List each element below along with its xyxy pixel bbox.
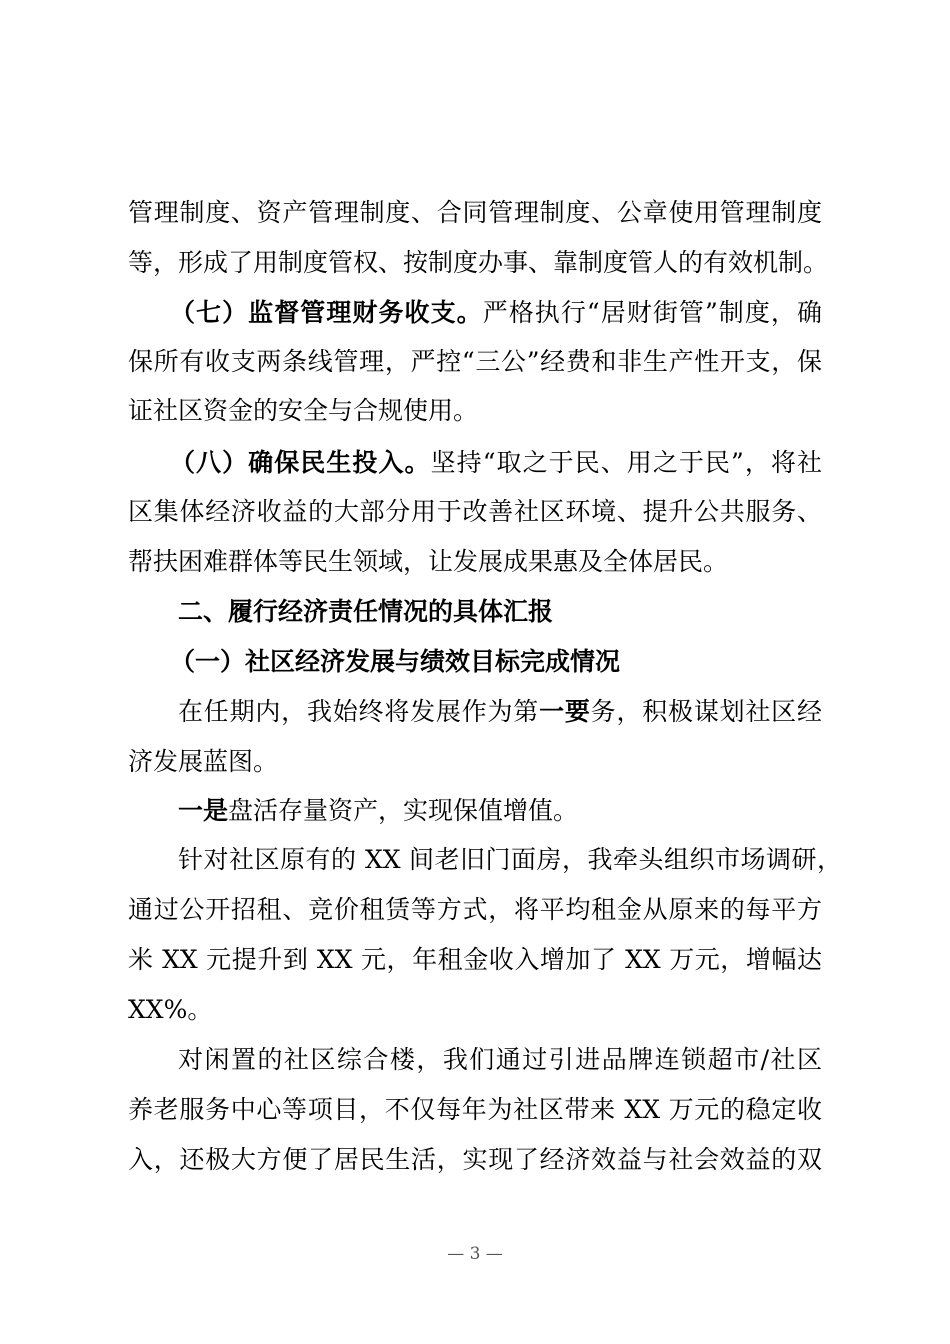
text-line [170,645,822,679]
body-text: 管理制度、资产管理制度、合同管理制度、公章使用管理制度 [128,198,822,227]
text-line [178,843,842,877]
text-line [128,1093,822,1127]
bold-text: 一是 [178,796,229,825]
text-line [178,595,822,629]
body-text: 严格执行“居财街管”制度，确 [482,298,822,327]
text-line [178,794,822,828]
body-text: 在任期内，我始终将发展作为第 [178,697,540,726]
bold-text: （八）确保民生投入。 [170,448,431,477]
body-text: 针对社区原有的 XX 间老旧门面房，我牵头组织市场调研， [178,845,842,874]
text-line [178,695,822,729]
body-text: 盘活存量资产，实现保值增值。 [228,796,579,825]
text-line [170,296,822,330]
bold-text: （一）社区经济发展与绩效目标完成情况 [170,647,621,676]
text-line [128,495,822,529]
text-line [128,196,822,230]
body-text: 等，形成了用制度管权、按制度办事、靠制度管人的有效机制。 [128,248,829,277]
text-line [128,893,822,927]
text-line [128,1143,822,1177]
bold-text: （七）监督管理财务收支。 [170,298,483,327]
page-number: — 3 — [447,1244,503,1264]
text-line [128,246,829,280]
body-text: 帮扶困难群体等民生领域，让发展成果惠及全体居民。 [128,547,729,576]
text-line [128,345,822,379]
body-text: 区集体经济收益的大部分用于改善社区环境、提升公共服务、 [128,497,822,526]
text-line [128,545,822,579]
text-line [178,1043,822,1077]
text-line [170,446,822,480]
body-text: 通过公开招租、竞价租赁等方式，将平均租金从原来的每平方 [128,895,822,924]
body-text: 保所有收支两条线管理，严控“三公”经费和非生产性开支，保 [128,347,822,376]
text-line [128,394,822,428]
text-line [128,745,822,779]
body-text: 济发展蓝图。 [128,747,279,776]
body-text: 养老服务中心等项目，不仅每年为社区带来 XX 万元的稳定收 [128,1095,822,1124]
body-text: 坚持“取之于民、用之于民”，将社 [430,448,822,477]
bold-text: 一要 [539,697,591,726]
body-text: 对闲置的社区综合楼，我们通过引进品牌连锁超市/社区 [178,1045,822,1074]
body-text: 证社区资金的安全与合规使用。 [128,396,479,425]
body-text: 米 XX 元提升到 XX 元，年租金收入增加了 XX 万元，增幅达 [128,945,822,974]
body-text: 入，还极大方便了居民生活，实现了经济效益与社会效益的双 [128,1145,822,1174]
body-text: XX%。 [128,995,213,1024]
text-line [128,943,822,977]
text-line [128,993,822,1027]
body-text: 务，积极谋划社区经 [590,697,822,726]
bold-text: 二、履行经济责任情况的具体汇报 [178,597,554,626]
